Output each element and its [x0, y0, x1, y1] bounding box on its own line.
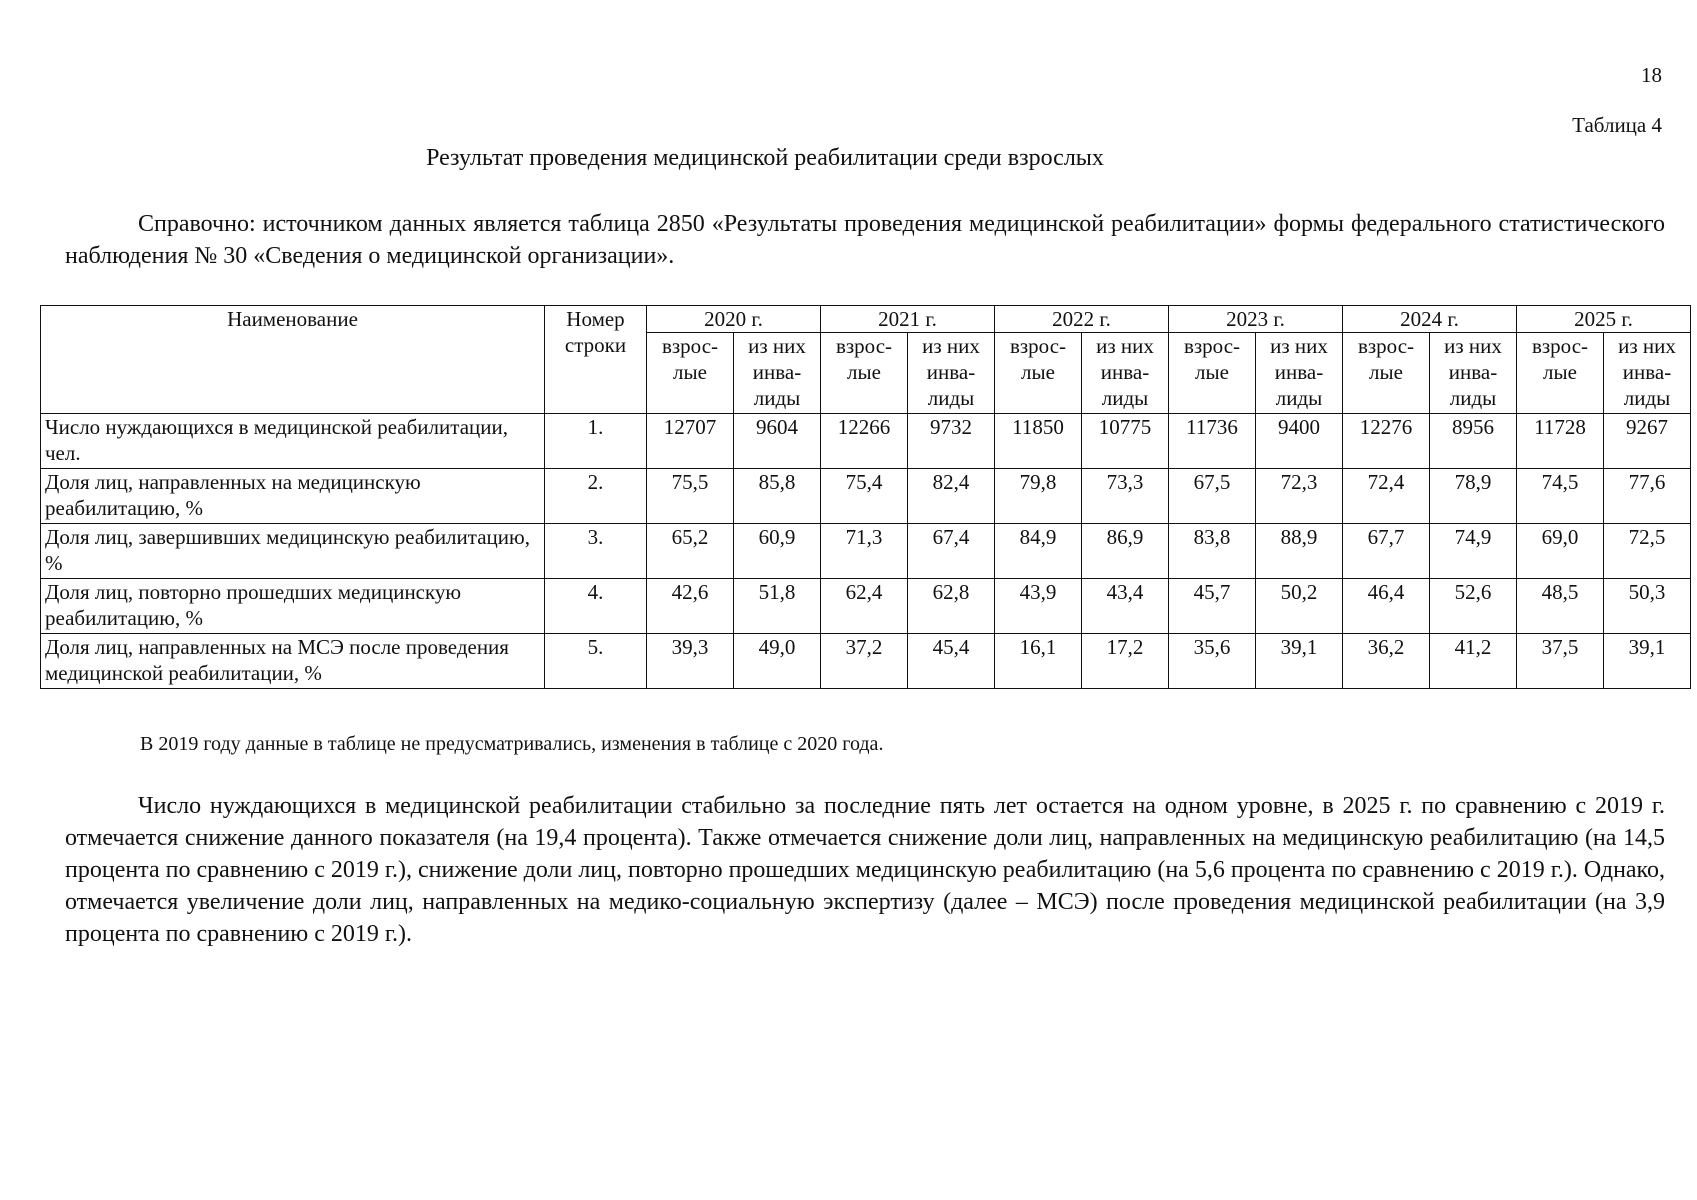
- value-cell: 12276: [1343, 414, 1430, 469]
- header-disabled: из них инва-лиды: [1082, 333, 1169, 414]
- value-cell: 9604: [734, 414, 821, 469]
- value-cell: 39,3: [647, 634, 734, 689]
- header-adults: взрос-лые: [1169, 333, 1256, 414]
- value-cell: 42,6: [647, 579, 734, 634]
- value-cell: 17,2: [1082, 634, 1169, 689]
- page-number: 18: [1641, 63, 1662, 87]
- value-cell: 75,5: [647, 469, 734, 524]
- value-cell: 72,5: [1604, 524, 1691, 579]
- header-disabled: из них инва-лиды: [734, 333, 821, 414]
- value-cell: 60,9: [734, 524, 821, 579]
- header-year: 2022 г.: [995, 306, 1169, 333]
- value-cell: 11736: [1169, 414, 1256, 469]
- value-cell: 43,4: [1082, 579, 1169, 634]
- value-cell: 79,8: [995, 469, 1082, 524]
- value-cell: 39,1: [1604, 634, 1691, 689]
- header-disabled: из них инва-лиды: [1604, 333, 1691, 414]
- row-number: 3.: [545, 524, 647, 579]
- value-cell: 11728: [1517, 414, 1604, 469]
- value-cell: 37,5: [1517, 634, 1604, 689]
- row-number: 2.: [545, 469, 647, 524]
- table-row: [41, 469, 1691, 524]
- row-name: Доля лиц, направленных на МСЭ после проведения медицинской реабилитации, %: [41, 634, 545, 689]
- value-cell: 12266: [821, 414, 908, 469]
- value-cell: 78,9: [1430, 469, 1517, 524]
- source-note: Справочно: источником данных является таблица 2850 «Результаты проведения медицинской реабилитации» формы федерального статистического наблюдения № 30 «Сведения о медицинской организации».: [65, 211, 1665, 269]
- row-number: 4.: [545, 579, 647, 634]
- value-cell: 69,0: [1517, 524, 1604, 579]
- value-cell: 62,8: [908, 579, 995, 634]
- value-cell: 9732: [908, 414, 995, 469]
- value-cell: 62,4: [821, 579, 908, 634]
- table-row: [41, 634, 1691, 689]
- value-cell: 67,4: [908, 524, 995, 579]
- value-cell: 82,4: [908, 469, 995, 524]
- table-row: [41, 579, 1691, 634]
- row-number: 1.: [545, 414, 647, 469]
- value-cell: 71,3: [821, 524, 908, 579]
- row-name: Доля лиц, завершивших медицинскую реабилитацию, %: [41, 524, 545, 579]
- header-adults: взрос-лые: [1517, 333, 1604, 414]
- value-cell: 12707: [647, 414, 734, 469]
- value-cell: 50,2: [1256, 579, 1343, 634]
- header-disabled: из них инва-лиды: [1430, 333, 1517, 414]
- row-name: Доля лиц, повторно прошедших медицинскую реабилитацию, %: [41, 579, 545, 634]
- value-cell: 67,5: [1169, 469, 1256, 524]
- conclusion-paragraph: Число нуждающихся в медицинской реабилитации стабильно за последние пять лет остается на одном уровне, в 2025 г. по сравнению с 2019 г. отмечается снижение данного показателя (на 19,4 процента). Также отмечается снижение доли лиц, направленных на медицинскую реабилитацию (на 14,5 процента по сравнению с 2019 г.), снижение доли лиц, повторно прошедших медицинскую реабилитацию (на 5,6 процента по сравнению с 2019 г.). Однако, отмечается увеличение доли лиц, направленных на медико-социальную экспертизу (далее – МСЭ) после проведения медицинской реабилитации (на 3,9 процента по сравнению с 2019 г.).: [65, 793, 1665, 947]
- value-cell: 11850: [995, 414, 1082, 469]
- header-row-number: Номер строки: [545, 306, 647, 414]
- value-cell: 74,9: [1430, 524, 1517, 579]
- value-cell: 39,1: [1256, 634, 1343, 689]
- table-title: Результат проведения медицинской реабилитации среди взрослых: [426, 145, 1104, 171]
- header-year: 2021 г.: [821, 306, 995, 333]
- value-cell: 65,2: [647, 524, 734, 579]
- header-adults: взрос-лые: [821, 333, 908, 414]
- header-disabled: из них инва-лиды: [908, 333, 995, 414]
- value-cell: 37,2: [821, 634, 908, 689]
- value-cell: 50,3: [1604, 579, 1691, 634]
- value-cell: 49,0: [734, 634, 821, 689]
- value-cell: 72,3: [1256, 469, 1343, 524]
- row-number: 5.: [545, 634, 647, 689]
- value-cell: 48,5: [1517, 579, 1604, 634]
- value-cell: 85,8: [734, 469, 821, 524]
- value-cell: 77,6: [1604, 469, 1691, 524]
- table-number: Таблица 4: [1572, 113, 1662, 137]
- value-cell: 75,4: [821, 469, 908, 524]
- table-row: [41, 414, 1691, 469]
- value-cell: 88,9: [1256, 524, 1343, 579]
- value-cell: 43,9: [995, 579, 1082, 634]
- value-cell: 73,3: [1082, 469, 1169, 524]
- rehabilitation-table: [40, 305, 1691, 689]
- value-cell: 9400: [1256, 414, 1343, 469]
- value-cell: 35,6: [1169, 634, 1256, 689]
- header-year: 2024 г.: [1343, 306, 1517, 333]
- value-cell: 74,5: [1517, 469, 1604, 524]
- header-disabled: из них инва-лиды: [1256, 333, 1343, 414]
- value-cell: 51,8: [734, 579, 821, 634]
- table-footnote: В 2019 году данные в таблице не предусматривались, изменения в таблице с 2020 года.: [140, 733, 884, 755]
- value-cell: 45,4: [908, 634, 995, 689]
- row-name: Доля лиц, направленных на медицинскую реабилитацию, %: [41, 469, 545, 524]
- value-cell: 86,9: [1082, 524, 1169, 579]
- header-adults: взрос-лые: [647, 333, 734, 414]
- value-cell: 36,2: [1343, 634, 1430, 689]
- value-cell: 45,7: [1169, 579, 1256, 634]
- value-cell: 9267: [1604, 414, 1691, 469]
- value-cell: 67,7: [1343, 524, 1430, 579]
- header-adults: взрос-лые: [995, 333, 1082, 414]
- value-cell: 83,8: [1169, 524, 1256, 579]
- header-year: 2023 г.: [1169, 306, 1343, 333]
- row-name: Число нуждающихся в медицинской реабилитации, чел.: [41, 414, 545, 469]
- header-year: 2020 г.: [647, 306, 821, 333]
- value-cell: 8956: [1430, 414, 1517, 469]
- value-cell: 52,6: [1430, 579, 1517, 634]
- value-cell: 46,4: [1343, 579, 1430, 634]
- value-cell: 16,1: [995, 634, 1082, 689]
- header-adults: взрос-лые: [1343, 333, 1430, 414]
- header-year: 2025 г.: [1517, 306, 1691, 333]
- value-cell: 72,4: [1343, 469, 1430, 524]
- value-cell: 84,9: [995, 524, 1082, 579]
- table-row: [41, 524, 1691, 579]
- header-name: Наименование: [41, 306, 545, 414]
- value-cell: 10775: [1082, 414, 1169, 469]
- value-cell: 41,2: [1430, 634, 1517, 689]
